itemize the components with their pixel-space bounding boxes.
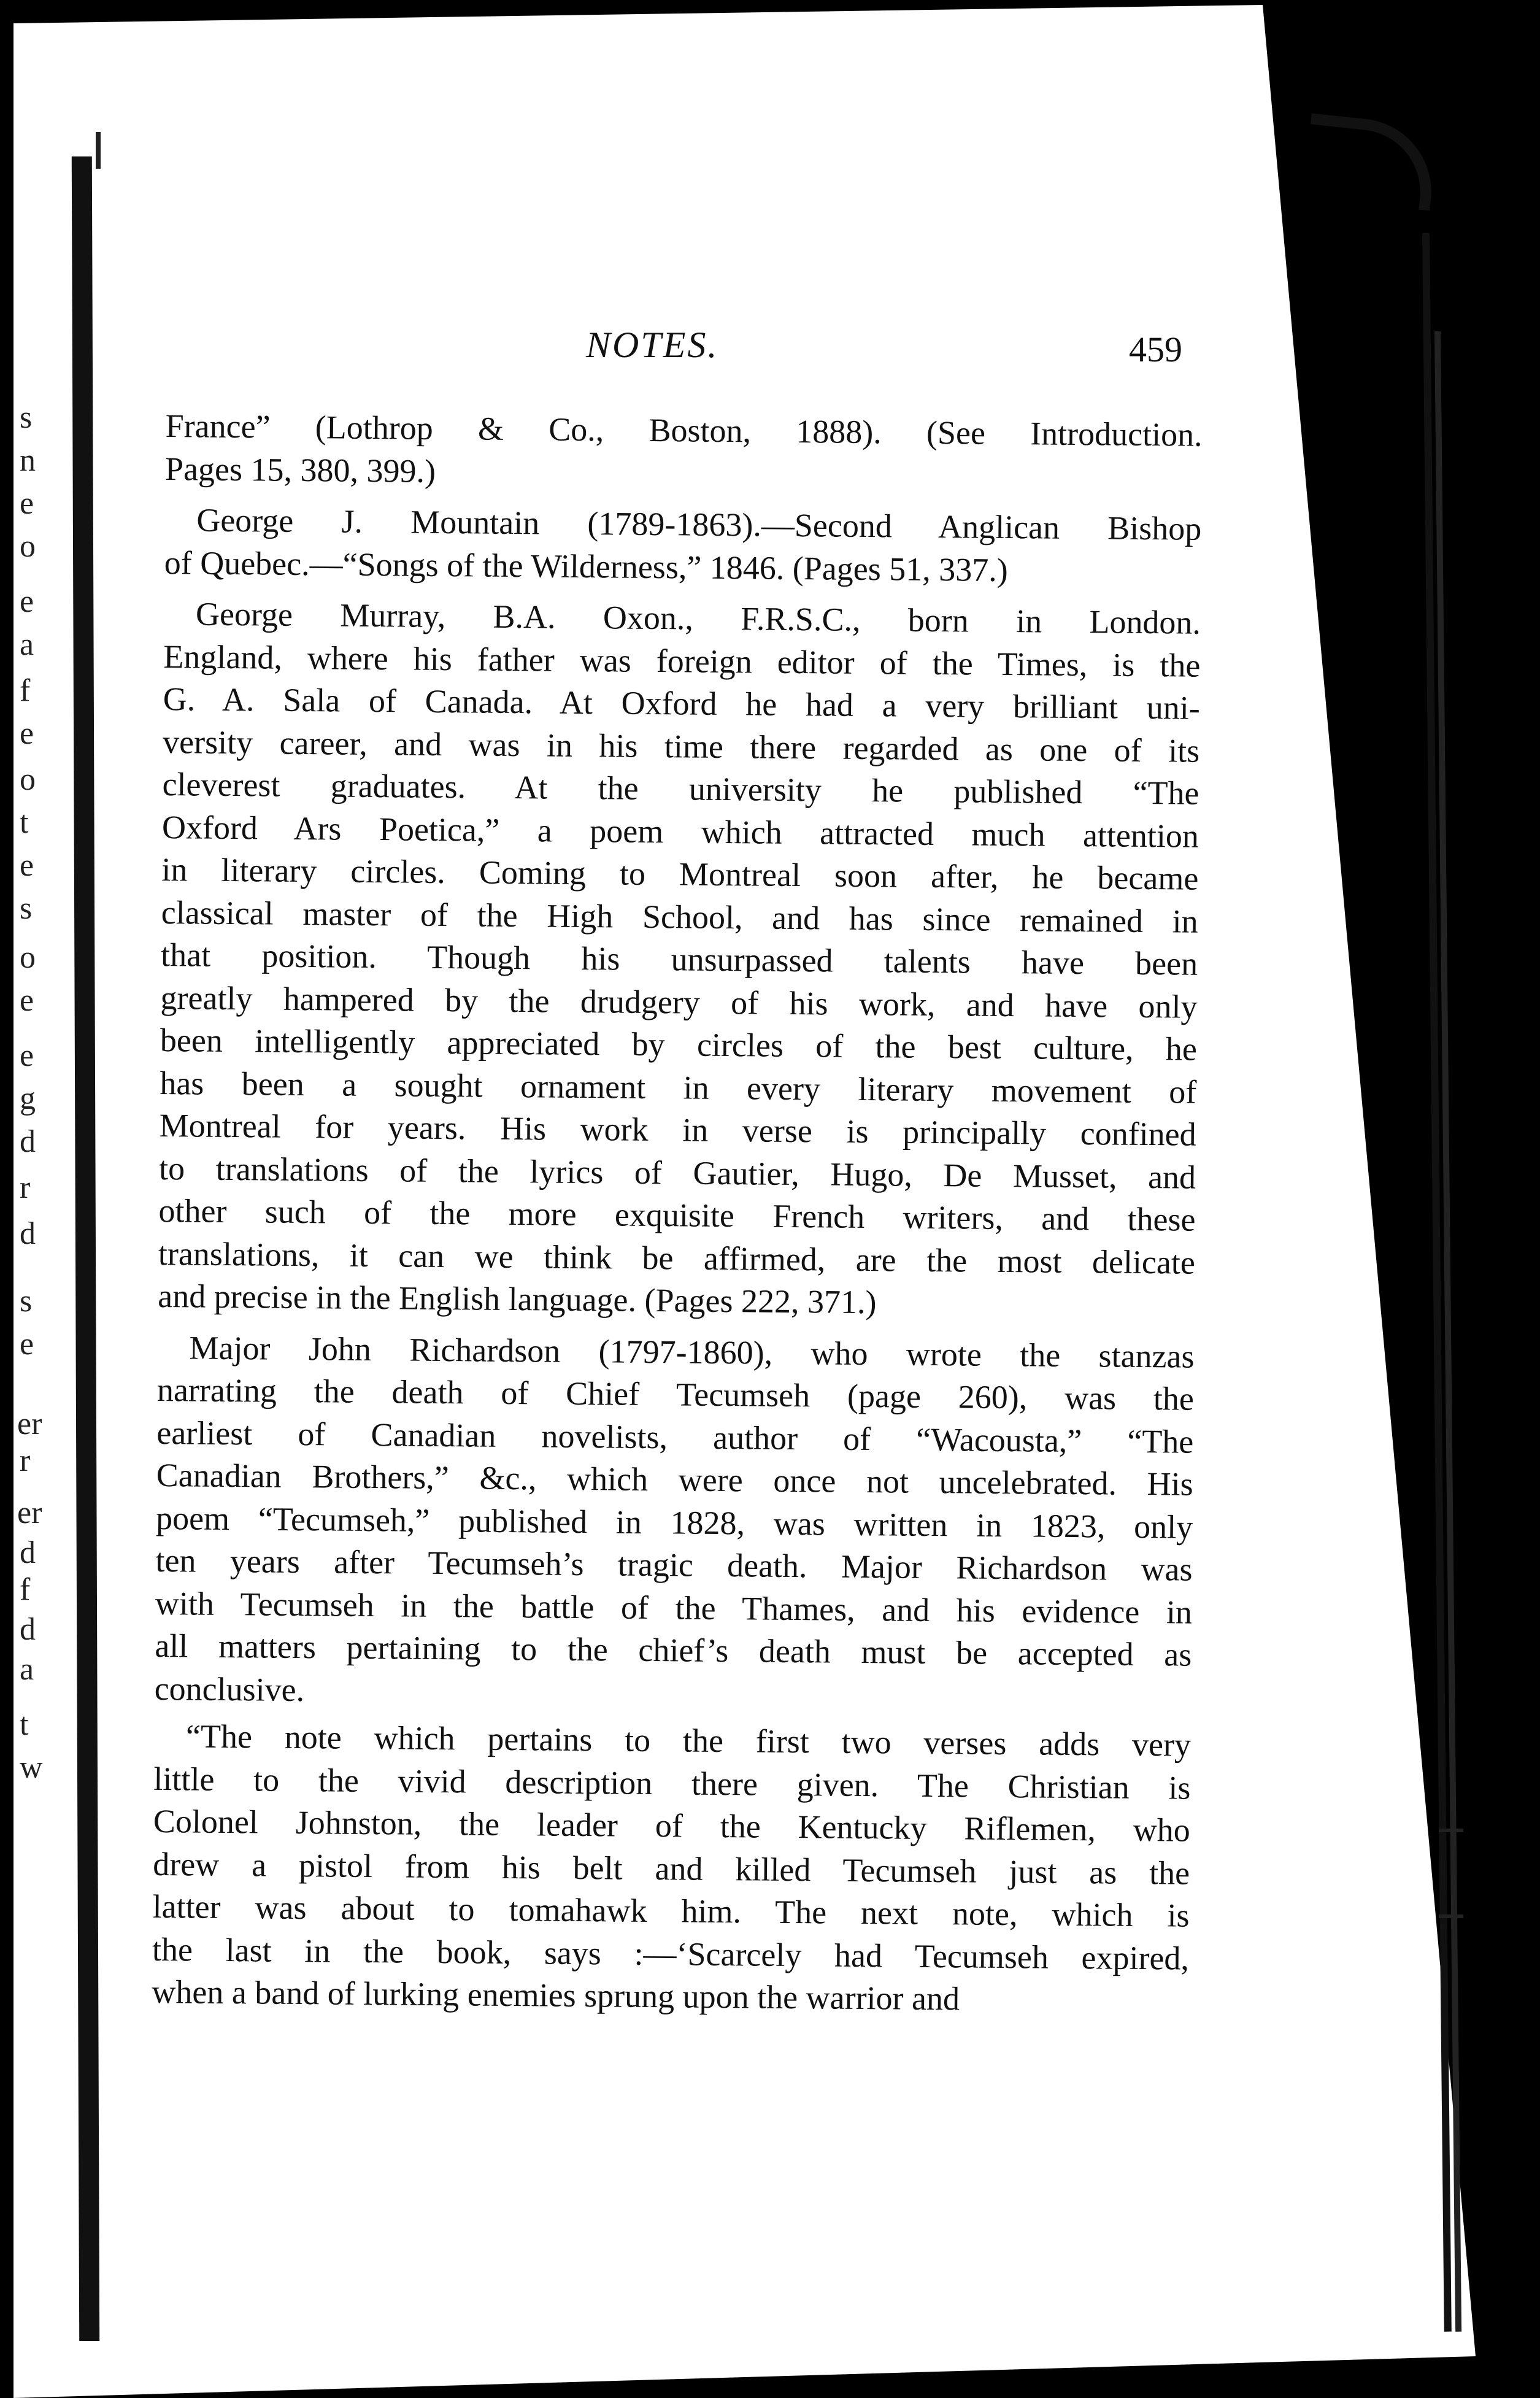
text-line: Major John Richardson (1797-1860), who wrote the stanzas [189,1328,1195,1375]
text-line: ten years after Tecumseh’s tragic death. Major Richardson was [155,1541,1193,1588]
text-line: has been a sought ornament in every literary movement of [160,1064,1197,1111]
text-line: of Quebec.—“Songs of the Wilderness,” 1846. (Pages 51, 337.) [164,544,1009,588]
text-line: with Tecumseh in the battle of the Thames, and his evidence in [155,1584,1193,1631]
body-text [152,405,1203,2031]
fragment-letter: s [20,400,33,435]
text-line: other such of the more exquisite French writers, and these [158,1192,1196,1238]
fragment-letter: d [20,1124,36,1159]
paragraph [164,499,1201,593]
edge-mark [1439,1914,1463,1918]
text-line: all matters pertaining to the chief’s death must be accepted as [155,1627,1192,1673]
text-line: drew a pistol from his belt and killed Tecumseh just as the [152,1845,1190,1892]
fragment-letter: e [20,1327,34,1362]
binding-shadow [96,132,101,169]
text-line: the last in the book, says :—‘Scarcely had Tecumseh expired, [152,1930,1190,1977]
fragment-letter: w [20,1750,43,1785]
page-number: 459 [1129,330,1182,369]
fragment-letter: f [20,1572,31,1607]
text-line: conclusive. [154,1670,305,1708]
fragment-letter: o [20,762,36,797]
text-line: poem “Tecumseh,” published in 1828, was written in 1823, only [155,1499,1193,1546]
text-line: George J. Mountain (1789-1863).—Second Anglican Bishop [196,501,1202,547]
text-line: earliest of Canadian novelists, author of “Wacousta,” “The [156,1414,1194,1460]
text-line: latter was about to tomahawk him. The next note, which is [152,1887,1190,1934]
fragment-letter: t [20,805,29,840]
fragment-letter: d [20,1612,36,1647]
fragment-letter: n [20,443,36,478]
text-line: Pages 15, 380, 399.) [164,450,436,490]
fragment-letter: d [20,1535,36,1570]
fragment-letter: e [20,716,34,751]
fragment-letter: r [20,1443,31,1478]
text-line: and precise in the English language. (Pages 222, 371.) [158,1277,877,1321]
text-line: George Murray, B.A. Oxon., F.R.S.C., born in London. [195,595,1201,641]
paragraph [158,593,1201,1327]
fragment-letter: e [20,486,34,521]
fragment-letter: e [20,983,34,1018]
text-line: versity career, and was in his time there regarded as one of its [162,723,1200,769]
text-line: when a band of lurking enemies sprung upon the warrior and [152,1973,960,2018]
fragment-letter: d [20,1216,36,1251]
edge-mark [1439,1829,1463,1832]
fragment-letter: e [20,1038,34,1073]
text-line: Montreal for years. His work in verse is principally confined [159,1106,1196,1153]
fragment-letter: a [20,1652,34,1687]
text-line: Colonel Johnston, the leader of the Kentucky Riflemen, who [153,1802,1191,1849]
fragment-letter: o [20,529,36,564]
text-line: G. A. Sala of Canada. At Oxford he had a very brilliant uni- [163,680,1201,727]
text-line: Canadian Brothers,” &c., which were once not uncelebrated. His [156,1456,1193,1503]
text-line: classical master of the High School, and has since remained in [161,893,1198,940]
fragment-letter: r [20,1170,31,1205]
text-line: England, where his father was foreign editor of the Times, is the [163,638,1201,684]
fragment-letter: er [17,1495,42,1530]
fragment-letter: o [20,940,36,975]
text-line: to translations of the lyrics of Gautier, Hugo, De Musset, and [158,1149,1196,1196]
page-title: NOTES. [586,325,719,365]
fragment-letter: s [20,1284,33,1319]
text-line: been intelligently appreciated by circles of the best culture, he [160,1021,1198,1068]
text-line: “The note which pertains to the first two verses adds very [185,1718,1192,1764]
page-edge-curl [1303,114,1438,211]
fragment-letter: g [20,1081,36,1116]
text-line: France” (Lothrop & Co., Boston, 1888). (See Introduction. [165,407,1203,453]
fragment-letter: er [17,1406,42,1441]
text-line: cleverest graduates. At the university he published “The [162,765,1199,812]
neighbouring-page-fragments [17,402,72,2059]
fragment-letter: a [20,627,34,662]
fragment-letter: f [20,673,31,708]
fragment-letter: t [20,1707,29,1742]
paragraph [154,1326,1194,1719]
text-line: greatly hampered by the drudgery of his work, and have only [160,979,1198,1025]
fragment-letter: s [20,891,33,926]
text-line: translations, it can we think be affirmed, are the most delicate [158,1235,1196,1281]
text-line: in literary circles. Coming to Montreal soon after, he became [161,850,1199,897]
fragment-letter: e [20,584,34,619]
running-head [166,318,1203,373]
text-line: Oxford Ars Poetica,” a poem which attracted much attention [161,808,1199,855]
text-line: that position. Though his unsurpassed talents have been [160,936,1198,982]
paragraph [152,1715,1191,2022]
text-line: little to the vivid description there given. The Christian is [153,1760,1191,1806]
paragraph [165,405,1203,499]
fragment-letter: e [20,848,34,883]
text-line: narrating the death of Chief Tecumseh (page 260), was the [156,1371,1195,1417]
